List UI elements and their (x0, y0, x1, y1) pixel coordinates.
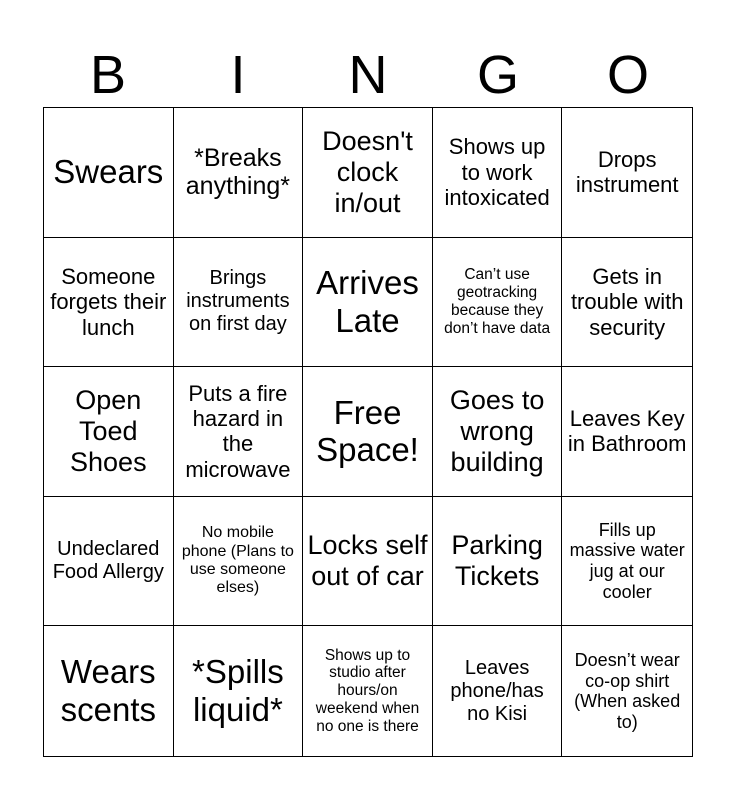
cell-text: Leaves phone/has no Kisi (450, 656, 544, 725)
cell-text: *Spills liquid* (192, 653, 284, 729)
cell-text: Doesn't clock in/out (322, 125, 413, 218)
bingo-cell[interactable] (303, 497, 433, 627)
bingo-cell[interactable] (562, 238, 692, 368)
bingo-cell[interactable] (303, 626, 433, 756)
header-letter-g: G (476, 45, 519, 105)
header-letter-n: N (348, 45, 388, 105)
bingo-grid (43, 107, 693, 757)
header-letter-i: I (230, 45, 246, 105)
header-letter-o: O (606, 45, 649, 105)
bingo-header (43, 42, 693, 108)
bingo-cell[interactable] (433, 497, 563, 627)
cell-text: Fills up massive water jug at our cooler (569, 519, 685, 602)
cell-text: Drops instrument (575, 147, 679, 198)
bingo-cell free-space[interactable] (303, 367, 433, 497)
cell-text: Wears scents (60, 653, 156, 729)
cell-text: No mobile phone (Plans to use someone elses) (181, 524, 294, 597)
cell-text: Someone forgets their lunch (50, 263, 167, 340)
cell-text: Parking Tickets (451, 530, 543, 592)
bingo-cell[interactable] (303, 108, 433, 238)
bingo-cell[interactable] (174, 238, 304, 368)
cell-text: Brings instruments on first day (186, 267, 290, 336)
bingo-cell[interactable] (44, 108, 174, 238)
cell-text: Goes to wrong building (449, 384, 545, 478)
bingo-cell[interactable] (44, 626, 174, 756)
cell-text: Can’t use geotracking because they don’t have data (444, 266, 551, 337)
bingo-cell[interactable] (174, 108, 304, 238)
bingo-cell[interactable] (174, 367, 304, 497)
cell-text: Open Toed Shoes (70, 384, 147, 478)
cell-text: Locks self out of car (307, 530, 428, 592)
cell-text: Puts a fire hazard in the microwave (185, 380, 291, 482)
cell-text: Gets in trouble with security (570, 263, 684, 340)
bingo-cell[interactable] (303, 238, 433, 368)
cell-text: Shows up to work intoxicated (444, 134, 550, 210)
bingo-cell[interactable] (44, 497, 174, 627)
cell-text: Doesn’t wear co-op shirt (When asked to) (574, 649, 681, 732)
bingo-cell[interactable] (433, 367, 563, 497)
bingo-cell[interactable] (174, 497, 304, 627)
header-letter-b: B (89, 45, 127, 105)
cell-text: Undeclared Food Allergy (52, 538, 164, 584)
bingo-cell[interactable] (562, 497, 692, 627)
bingo-cell[interactable] (433, 238, 563, 368)
cell-text: Leaves Key in Bathroom (567, 406, 687, 457)
bingo-cell[interactable] (562, 367, 692, 497)
free-space-text: Free Space! (316, 393, 419, 469)
bingo-cell[interactable] (174, 626, 304, 756)
cell-text: *Breaks anything* (185, 143, 291, 201)
bingo-cell[interactable] (562, 108, 692, 238)
bingo-cell[interactable] (433, 108, 563, 238)
bingo-cell[interactable] (44, 238, 174, 368)
cell-text: Arrives Late (316, 263, 419, 339)
cell-text: Swears (53, 153, 164, 191)
bingo-cell[interactable] (433, 626, 563, 756)
cell-text: Shows up to studio after hours/on weekend when no one is there (315, 646, 420, 735)
bingo-cell[interactable] (44, 367, 174, 497)
bingo-cell[interactable] (562, 626, 692, 756)
